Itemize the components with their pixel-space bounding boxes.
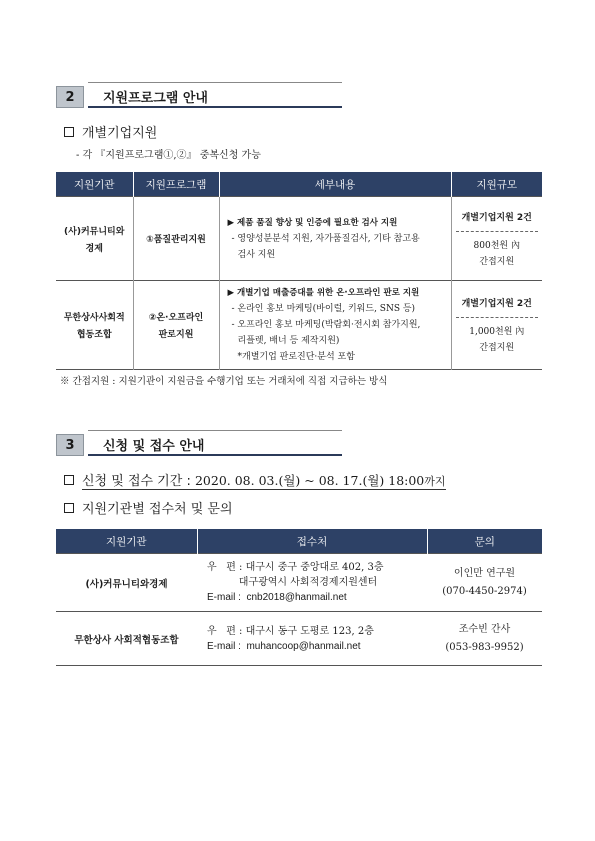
- contact-cell: 조수빈 간사 (053-983-9952): [427, 612, 542, 666]
- indirect-support-footnote: ※ 간접지원 : 지원기관이 지원금을 수행기업 또는 거래처에 직접 지급하는 방식: [60, 376, 388, 387]
- reception-cell: 우 편 : 대구시 중구 중앙대로 402, 3층 대구광역시 사회적경제지원센터 E-mail : cnb2018@hanmail.net: [197, 554, 427, 612]
- table-row: [56, 554, 542, 612]
- section-number: 2: [56, 86, 84, 108]
- contact-cell: 이인만 연구원 (070-4450-2974): [427, 554, 542, 612]
- checkbox-square-icon: [64, 503, 74, 513]
- duplicate-note: - 각 『지원프로그램①,②』 중복신청 가능: [76, 150, 261, 161]
- program-cell: ①품질관리지원: [133, 197, 219, 281]
- program-cell: ②온·오프라인 판로지원: [133, 281, 219, 370]
- section-number: 3: [56, 434, 84, 456]
- column-header: 지원기관: [56, 172, 133, 197]
- checkbox-square-icon: [64, 127, 74, 137]
- table-header-row: [56, 172, 542, 197]
- reception-cell: 우 편 : 대구시 동구 도평로 123, 2층 E-mail : muhancoop@hanmail.net: [197, 612, 427, 666]
- table-row: [56, 197, 542, 281]
- scale-cell: 개별기업지원 2건 1,000천원 內 간접지원: [451, 281, 542, 370]
- table-row: [56, 281, 542, 370]
- column-header: 문의: [427, 529, 542, 554]
- column-header: 세부내용: [219, 172, 451, 197]
- column-header: 접수처: [197, 529, 427, 554]
- divider: [88, 430, 342, 431]
- divider: [88, 82, 342, 83]
- support-program-table: [56, 172, 542, 370]
- org-cell: (사)커뮤니티와 경제: [56, 197, 133, 281]
- org-cell: 무한상사 사회적협동조합: [56, 612, 197, 666]
- org-cell: (사)커뮤니티와경제: [56, 554, 197, 612]
- scale-cell: 개별기업지원 2건 800천원 內 간접지원: [451, 197, 542, 281]
- checkbox-square-icon: [64, 475, 74, 485]
- column-header: 지원프로그램: [133, 172, 219, 197]
- org-cell: 무한상사사회적 협동조합: [56, 281, 133, 370]
- individual-heading: 개별기업지원: [64, 122, 157, 141]
- section-title: 지원프로그램 안내: [88, 86, 342, 108]
- detail-cell: ▶ 제품 품질 향상 및 인증에 필요한 검사 지원 - 영양성분분석 지원, 자가품질검사, 기타 참고용 검사 지원: [219, 197, 451, 281]
- contact-table: [56, 529, 542, 666]
- section-3-header: [56, 430, 342, 456]
- detail-cell: ▶ 개별기업 매출증대를 위한 온·오프라인 판로 지원 - 온라인 홍보 마케팅(바이럴, 키워드, SNS 등) - 오프라인 홍보 마케팅(박람회·전시회 참가지원, 리플렛, 배너 등 제작지원) *개별기업 판로진단·분석 포함: [219, 281, 451, 370]
- section-2-header: [56, 82, 342, 108]
- column-header: 지원규모: [451, 172, 542, 197]
- section-title: 신청 및 접수 안내: [88, 434, 342, 456]
- contacts-heading: 지원기관별 접수처 및 문의: [64, 498, 233, 517]
- table-row: [56, 612, 542, 666]
- application-period: 신청 및 접수 기간 : 2020. 08. 03.(월) ~ 08. 17.(월) 18:00까지: [64, 470, 446, 490]
- column-header: 지원기관: [56, 529, 197, 554]
- table-header-row: [56, 529, 542, 554]
